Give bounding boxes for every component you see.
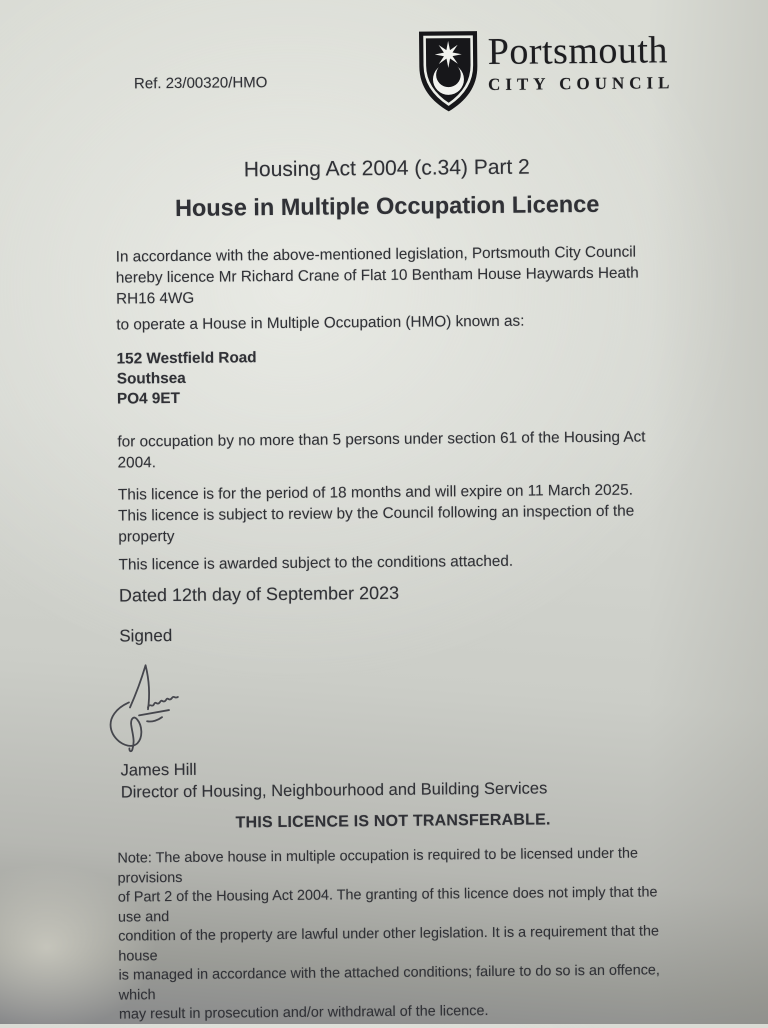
council-logo [488, 30, 719, 95]
property-address: 152 Westfield Road Southsea PO4 9ET [116, 349, 257, 408]
council-logo-name: Portsmouth [487, 29, 669, 73]
licence-title: House in Multiple Occupation Licence [174, 190, 600, 221]
signed-label: Signed [119, 626, 173, 646]
signatory-name: James Hill [120, 760, 197, 780]
city-crest-icon [414, 26, 482, 115]
operate-line: to operate a House in Multiple Occupation (HMO) known as: [116, 312, 525, 334]
note-paragraph: Note: The above house in multiple occupation is required to be licensed under the provisions of Part 2 of the Housing Act 2004. The granting of this licence does not imply that the use and condition of the property are lawful under other legislation. It is a requirement that the house is managed in accordance with the attached conditions; failure to do so is an offence, which may result in prosecution and/or withdrawal of the licence. [117, 845, 660, 1023]
act-title: Housing Act 2004 (c.34) Part 2 [243, 155, 530, 182]
conditions-line: This licence is awarded subject to the conditions attached. [118, 552, 514, 574]
period-paragraph: This licence is for the period of 18 months and will expire on 11 March 2025. This licence is subject to review by the Council following an inspection of the property [117, 481, 635, 546]
dated-line: Dated 12th day of September 2023 [118, 582, 400, 606]
intro-paragraph: In accordance with the above-mentioned legislation, Portsmouth City Council hereby licence Mr Richard Crane of Flat 10 Bentham House Haywards Heath RH16 4WG [115, 243, 639, 308]
occupation-paragraph: for occupation by no more than 5 persons under section 61 of the Housing Act 2004. [117, 428, 646, 472]
council-logo-subtitle: CITY COUNCIL [487, 73, 675, 94]
signatory-title: Director of Housing, Neighbourhood and Building Services [120, 779, 548, 802]
signature-scribble [104, 652, 205, 761]
signatory-block [120, 755, 547, 803]
reference-number: Ref. 23/00320/HMO [133, 74, 268, 93]
transferable-notice: THIS LICENCE IS NOT TRANSFERABLE. [235, 811, 551, 832]
